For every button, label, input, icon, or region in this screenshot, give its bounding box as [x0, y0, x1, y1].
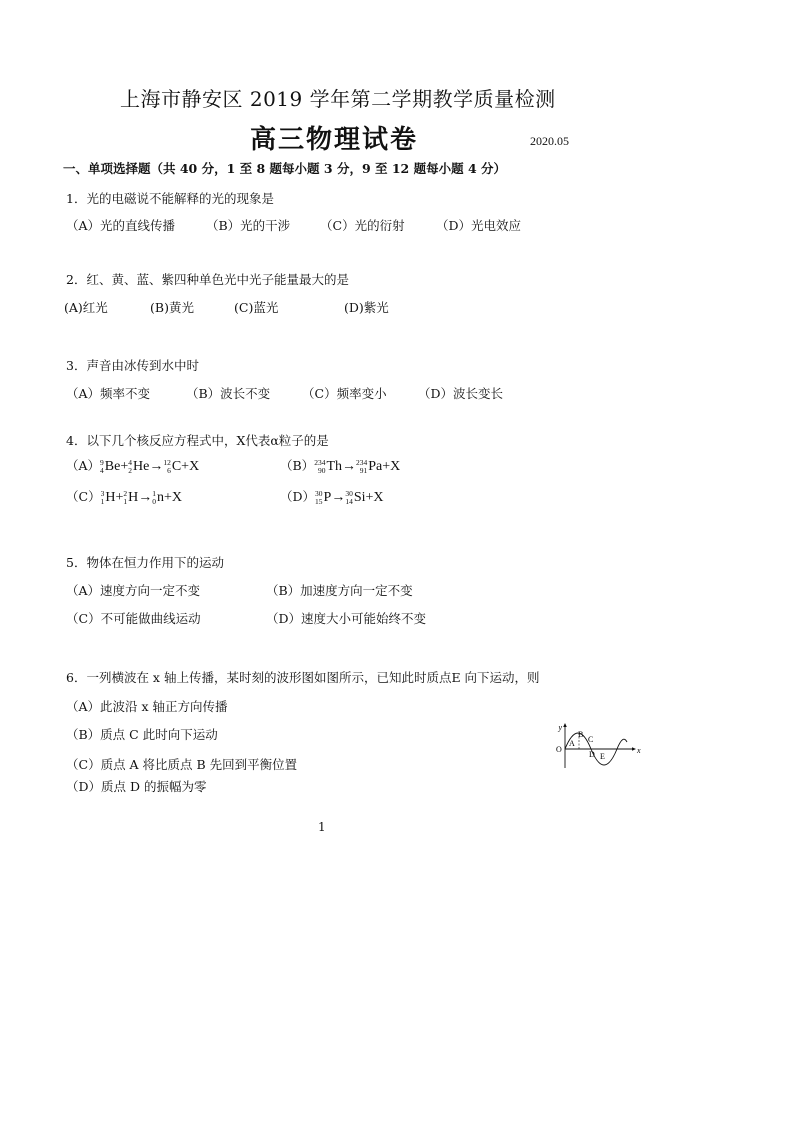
question-6-option-d: （D）质点 D 的振幅为零 — [66, 779, 207, 794]
point-b-label: B — [578, 730, 584, 739]
question-5-stem: 5．物体在恒力作用下的运动 — [66, 555, 224, 570]
option-label: （D） — [280, 489, 316, 504]
nuclear-equation-b: 234 90 Th→ 234 91 Pa+X — [314, 457, 401, 475]
question-2-option-b: (B)黄光 — [150, 300, 194, 315]
origin-label: O — [556, 745, 562, 754]
question-1-option-b: （B）光的干涉 — [206, 218, 291, 233]
point-d-label: D — [589, 750, 595, 759]
option-label: （C） — [66, 489, 101, 504]
y-axis-arrow — [563, 723, 567, 727]
question-6-option-c: （C）质点 A 将比质点 B 先回到平衡位置 — [66, 757, 298, 772]
page-title: 高三物理试卷 — [250, 125, 419, 155]
point-e-label: E — [600, 752, 605, 761]
nuclear-equation-c: 3 1 H+ 2 1 H→ 1 0 n+X — [100, 488, 182, 506]
question-6-option-b: （B）质点 C 此时向下运动 — [66, 727, 218, 742]
nuclear-equation-a: 9 4 Be+ 4 2 He→ 12 6 C+X — [100, 457, 200, 475]
question-3-option-a: （A）频率不变 — [66, 386, 151, 401]
question-6-option-a: （A）此波沿 x 轴正方向传播 — [66, 699, 228, 714]
question-1-stem: 1．光的电磁说不能解释的光的现象是 — [66, 191, 274, 206]
question-5-option-a: （A）速度方向一定不变 — [66, 583, 201, 598]
question-3-stem: 3．声音由冰传到水中时 — [66, 358, 199, 373]
question-5-option-c: （C）不可能做曲线运动 — [66, 611, 201, 626]
point-c-label: C — [588, 735, 594, 744]
nuclear-equation-d: 30 15 P→ 30 14 Si+X — [315, 488, 384, 506]
section-heading: 一、单项选择题（共 40 分，1 至 8 题每小题 3 分，9 至 12 题每小题 4 分） — [63, 161, 507, 176]
y-axis-label: y — [558, 723, 562, 732]
question-2-option-a: (A)红光 — [64, 300, 108, 315]
option-label: （A） — [66, 458, 101, 473]
x-axis-label: x — [637, 746, 641, 755]
question-4-option-d — [280, 487, 384, 506]
wave-figure — [555, 722, 640, 772]
question-4-option-a — [66, 456, 199, 475]
exam-date: 2020.05 — [530, 134, 569, 148]
question-1-option-c: （C）光的衍射 — [320, 218, 405, 233]
question-3-option-b: （B）波长不变 — [186, 386, 271, 401]
question-2-option-c: (C)蓝光 — [234, 300, 279, 315]
school-exam-line: 上海市静安区 2019 学年第二学期教学质量检测 — [120, 87, 556, 111]
x-axis-arrow — [632, 747, 636, 751]
question-2-option-d: (D)紫光 — [344, 300, 389, 315]
question-4-option-c — [66, 487, 182, 506]
question-1-option-d: （D）光电效应 — [436, 218, 522, 233]
question-3-option-d: （D）波长变长 — [418, 386, 504, 401]
option-label: （B） — [280, 458, 315, 473]
point-a-label: A — [569, 739, 575, 748]
question-5-option-b: （B）加速度方向一定不变 — [266, 583, 413, 598]
question-4-stem: 4．以下几个核反应方程式中，X代表α粒子的是 — [66, 433, 329, 448]
question-3-option-c: （C）频率变小 — [302, 386, 387, 401]
question-2-stem: 2．红、黄、蓝、紫四种单色光中光子能量最大的是 — [66, 272, 349, 287]
page-number: 1 — [318, 820, 326, 834]
question-5-option-d: （D）速度大小可能始终不变 — [266, 611, 427, 626]
question-6-stem: 6．一列横波在 x 轴上传播，某时刻的波形图如图所示，已知此时质点E 向下运动，则 — [66, 670, 540, 685]
question-1-option-a: （A）光的直线传播 — [66, 218, 176, 233]
question-4-option-b — [280, 456, 400, 475]
